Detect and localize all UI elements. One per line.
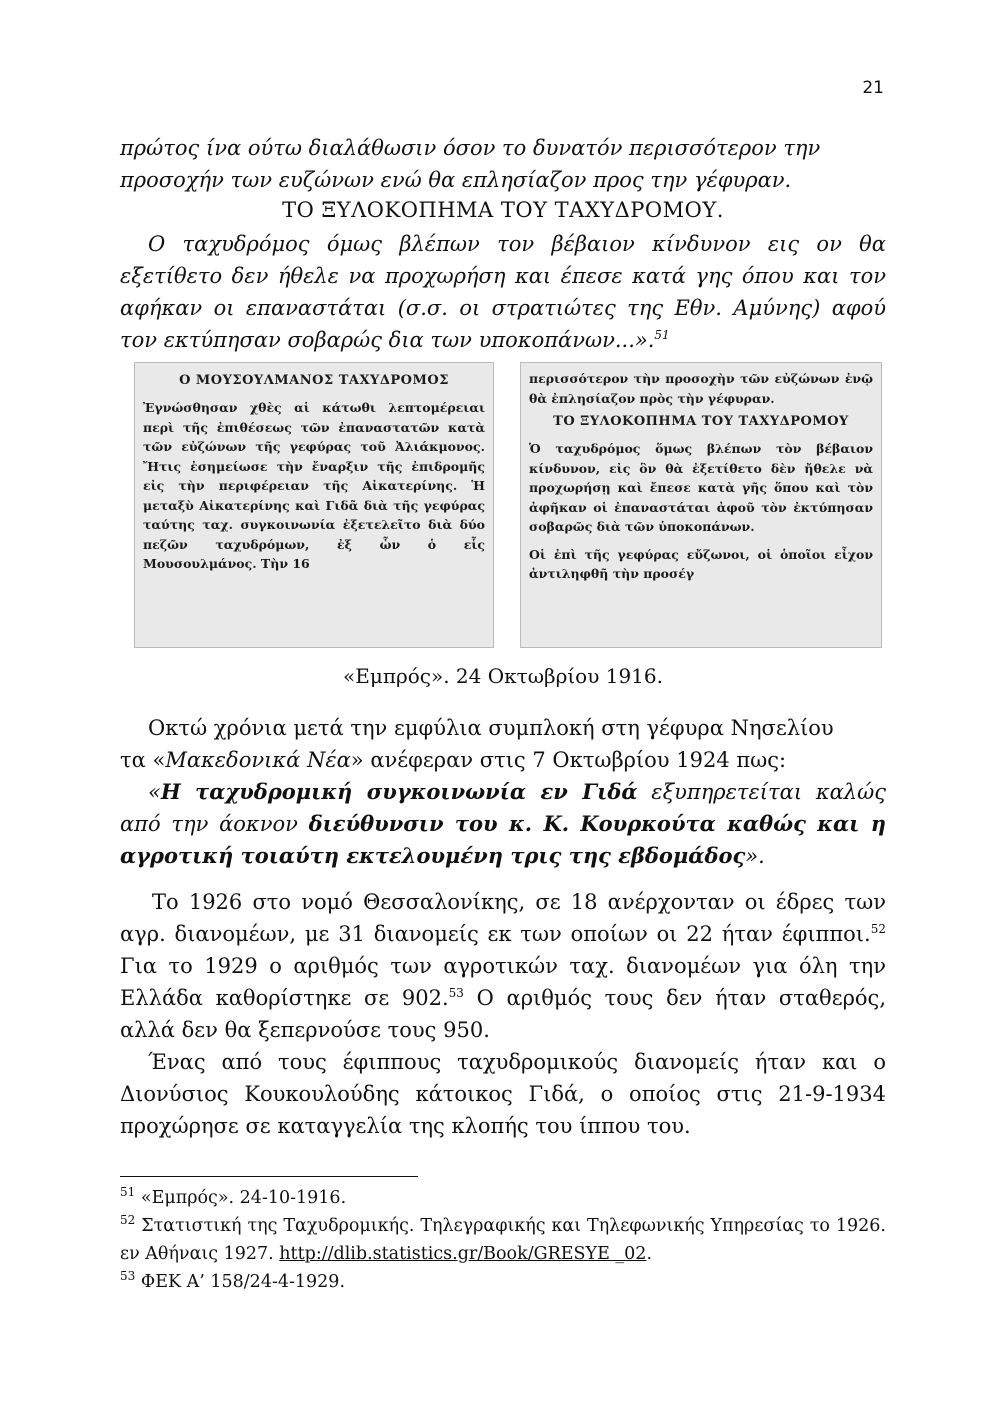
- footnote-52-number: 52: [120, 1213, 136, 1228]
- footnote-51: [120, 1184, 886, 1212]
- quote2-open: «: [148, 780, 161, 804]
- quote-2: [120, 776, 886, 872]
- footnote-ref-52: 52: [870, 922, 886, 936]
- footnote-53: [120, 1268, 886, 1296]
- quote-text: Ο ταχυδρόμος όμως βλέπων τον βέβαιον κίνδυνον εις ον θα εξετίθετο δεν ήθελε να προχωρήση και έπεσε κατά γης όπου και τον αφήκαν οι επαναστάται (σ.σ. οι στρατιώτες της Εθν. Αμύνης) αφού τον εκτύπησαν σοβαρώς δια των υποκοπάνων...».: [120, 232, 886, 352]
- footnote-52-text: Στατιστική της Ταχυδρομικής. Τηλεγραφικής και Τηλεφωνικής Υπηρεσίας το 1926. εν Αθήναις 1927.: [120, 1216, 886, 1264]
- intro-line-2: προσοχήν των ευζώνων ενώ θα επλησίαζον προς την γέφυραν.: [120, 168, 792, 192]
- image-caption: «Εμπρός». 24 Οκτωβρίου 1916.: [343, 664, 663, 688]
- quote2-close: ».: [745, 844, 765, 868]
- quote2-bold-2: διεύθυνσιν του κ. Κ. Κουρκούτα καθώς και η αγροτική τοιαύτη εκτελουμένη τρις της εβδομάδος: [120, 811, 886, 868]
- quote2-text: εξυπηρετείται καλώς από την άοκνον: [120, 780, 886, 836]
- quote-paragraph: [120, 228, 886, 356]
- clipping-right-title: ΤΟ ΞΥΛΟΚΟΠΗΜΑ ΤΟΥ ΤΑΧΥΔΡΟΜΟΥ: [553, 414, 849, 429]
- clipping-right-top: περισσότερον τὴν προσοχὴν τῶν εὐζώνων ἐνῷ θὰ ἐπλησίαζον πρὸς τὴν γέφυραν.: [529, 371, 873, 406]
- para3-text-b: Για το 1929 ο αριθμός των αγροτικών ταχ. διανομέων για όλη την Ελλάδα καθορίστηκε σε 902.: [120, 954, 886, 1010]
- footnote-separator: [120, 1176, 418, 1177]
- footnote-ref-51: 51: [654, 328, 670, 342]
- para2-text-end: » ανέφεραν στις 7 Οκτωβρίου 1924 πως:: [350, 748, 787, 772]
- intro-paragraph: [120, 132, 886, 196]
- footnote-ref-53: 53: [448, 986, 464, 1000]
- newspaper-clipping-left: [134, 362, 494, 648]
- paragraph-4: Ένας από τους έφιππους ταχυδρομικούς διανομείς ήταν και ο Διονύσιος Κουκουλούδης κάτοικος Γιδά, ο οποίος στις 21-9-1934 προχώρησε σε καταγγελία της κλοπής του ίππου του.: [120, 1050, 886, 1138]
- footnote-52: [120, 1212, 886, 1268]
- para2-line-2: [120, 744, 886, 776]
- newspaper-name: Μακεδονικά Νέα: [165, 748, 351, 772]
- page-number: 21: [862, 78, 884, 98]
- clipping-right-tail: Οἱ ἐπὶ τῆς γεφύρας εὔζωνοι, οἱ ὁποῖοι εἶχον ἀντιληφθῆ τὴν προσέγ: [529, 546, 873, 581]
- footnote-52-link[interactable]: http://dlib.statistics.gr/Book/GRESYE _02: [279, 1244, 647, 1264]
- footnote-53-number: 53: [120, 1269, 136, 1284]
- para3-text-c: Ο αριθμός τους δεν ήταν σταθερός, αλλά δεν θα ξεπερνούσε τους 950.: [120, 986, 886, 1042]
- para2-text: τα «: [120, 748, 166, 772]
- section-heading: ΤΟ ΞΥΛΟΚΟΠΗΜΑ ΤΟΥ ΤΑΧΥΔΡΟΜΟΥ.: [282, 198, 724, 222]
- footnotes: [120, 1184, 886, 1296]
- clipping-left-body: Ἐγνώσθησαν χθὲς αἱ κάτωθι λεπτομέρειαι περὶ τῆς ἐπιθέσεως τῶν ἐπαναστατῶν κατὰ τῶν εὐζώνων τῆς γεφύρας τοῦ Ἀλιάκμονος. Ἤτις ἐσημείωσε τὴν ἔναρξιν τῆς ἐπιδρομῆς εἰς τὴν περιφέρειαν τῆς Αἰκατερίνης. Ἡ μεταξὺ Αἰκατερίνης καὶ Γιδᾶ διὰ τῆς γεφύρας ταύτης ταχ. συγκοινωνία ἐξετελεῖτο διὰ δύο πεζῶν ταχυδρόμων, ἐξ ὧν ὁ εἷς Μουσουλμάνος. Τὴν 16: [143, 400, 485, 571]
- clipping-right-body: Ὁ ταχυδρόμος ὅμως βλέπων τὸν βέβαιον κίνδυνον, εἰς ὃν θὰ ἐξετίθετο δὲν ἤθελε νὰ προχωρήσῃ καὶ ἔπεσε κατὰ γῆς ὅπου καὶ τὸν ἀφῆκαν οἱ ἐπαναστάται ἀφοῦ τὸν ἐκτύπησαν σοβαρῶς διὰ τῶν ὑποκοπάνων.: [529, 441, 873, 534]
- clipping-left-title: Ο ΜΟΥΣΟΥΛΜΑΝΟΣ ΤΑΧΥΔΡΟΜΟΣ: [179, 373, 449, 388]
- para3-text-a: Το 1926 στο νομό Θεσσαλονίκης, σε 18 ανέρχονταν οι έδρες των αγρ. διανομέων, με 31 διανομείς εκ των οποίων οι 22 ήταν έφιπποι.: [120, 890, 886, 946]
- footnote-51-number: 51: [120, 1185, 136, 1200]
- quote2-bold-1: Η ταχυδρομική συγκοινωνία εν Γιδά: [160, 779, 638, 804]
- para2-line-1: Οκτώ χρόνια μετά την εμφύλια συμπλοκή στη γέφυρα Νησελίου: [148, 716, 834, 740]
- newspaper-clipping-right: [520, 362, 882, 648]
- footnote-52-end: .: [646, 1244, 653, 1264]
- footnote-51-text: «Εμπρός». 24-10-1916.: [140, 1188, 347, 1208]
- paragraph-3: [120, 886, 886, 1046]
- paragraph-2: [120, 712, 886, 776]
- footnote-53-text: ΦΕΚ Α’ 158/24-4-1929.: [140, 1272, 346, 1292]
- intro-line-1: πρώτος ίνα ούτω διαλάθωσιν όσον το δυνατόν περισσότερον την: [120, 136, 821, 160]
